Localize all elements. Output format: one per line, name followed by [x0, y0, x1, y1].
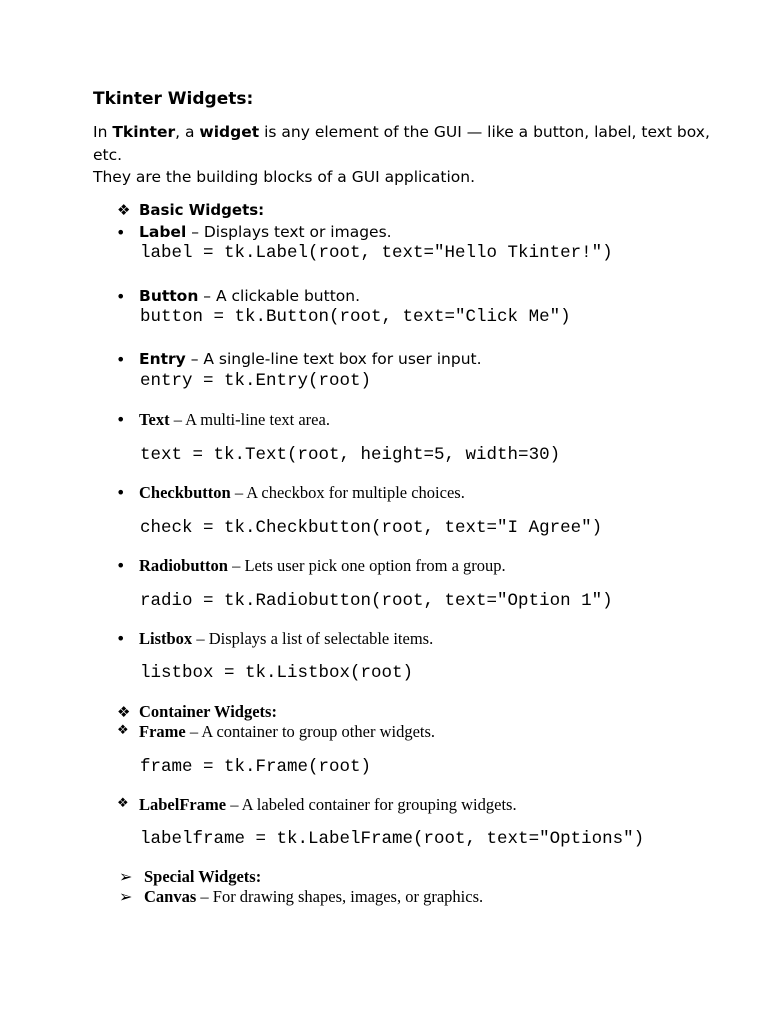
widget-item-frame [139, 722, 435, 742]
widget-name: Label [139, 223, 187, 241]
arrow-bullet-icon: ➢ [119, 887, 133, 906]
intro-text: , a [175, 123, 200, 141]
widget-description: – Displays a list of selectable items. [192, 629, 434, 648]
widget-name: LabelFrame [139, 795, 227, 814]
code-snippet-button: button = tk.Button(root, text="Click Me") [140, 307, 571, 327]
code-snippet-frame: frame = tk.Frame(root) [140, 757, 372, 777]
section-heading-special: Special Widgets: [144, 867, 262, 886]
dot-bullet-icon: • [116, 629, 126, 648]
widget-description: – A single-line text box for user input. [185, 350, 482, 368]
dot-bullet-icon: • [116, 350, 126, 369]
widget-name: Entry [139, 350, 186, 368]
intro-term-tkinter: Tkinter [112, 123, 176, 141]
dot-bullet-icon: • [116, 483, 126, 502]
widget-item-radiobutton [139, 556, 506, 576]
widget-name: Listbox [139, 629, 193, 648]
widget-description: – A labeled container for grouping widgets. [226, 795, 517, 814]
widget-item-text [139, 410, 330, 430]
widget-item-listbox [139, 629, 433, 649]
dot-bullet-icon: • [116, 556, 126, 575]
widget-item-button [139, 287, 360, 305]
intro-line-1 [93, 123, 710, 141]
code-snippet-label: label = tk.Label(root, text="Hello Tkinter!") [140, 243, 613, 263]
widget-description: – Lets user pick one option from a group. [227, 556, 506, 575]
widget-description: – For drawing shapes, images, or graphics. [196, 887, 484, 906]
dot-bullet-icon: • [116, 223, 126, 242]
widget-name: Button [139, 287, 199, 305]
intro-text: In [93, 123, 113, 141]
diamond-outline-bullet-icon: ❖ [117, 796, 129, 811]
widget-description: – A container to group other widgets. [185, 722, 436, 741]
code-snippet-radiobutton: radio = tk.Radiobutton(root, text="Option 1") [140, 591, 613, 611]
widget-description: – Displays text or images. [186, 223, 392, 241]
widget-item-entry [139, 350, 482, 368]
diamond-outline-bullet-icon: ❖ [117, 723, 129, 738]
widget-item-labelframe [139, 795, 517, 815]
widget-name: Text [139, 410, 170, 429]
intro-term-widget: widget [199, 123, 260, 141]
intro-text: is any element of the GUI — like a button, label, text box, [259, 123, 710, 141]
dot-bullet-icon: • [116, 410, 126, 429]
section-heading-container: Container Widgets: [139, 702, 277, 721]
code-snippet-text: text = tk.Text(root, height=5, width=30) [140, 445, 561, 465]
widget-item-canvas [144, 887, 483, 907]
intro-line-3: They are the building blocks of a GUI application. [93, 168, 475, 186]
widget-item-checkbutton [139, 483, 465, 503]
code-snippet-entry: entry = tk.Entry(root) [140, 371, 372, 391]
diamond-bullet-icon: ❖ [117, 703, 131, 721]
page-title: Tkinter Widgets: [93, 89, 254, 109]
arrow-bullet-icon: ➢ [119, 867, 133, 886]
code-snippet-labelframe: labelframe = tk.LabelFrame(root, text="Options") [140, 829, 645, 849]
dot-bullet-icon: • [116, 287, 126, 306]
code-snippet-listbox: listbox = tk.Listbox(root) [140, 663, 414, 683]
widget-name: Frame [139, 722, 186, 741]
widget-description: – A checkbox for multiple choices. [230, 483, 465, 502]
widget-name: Canvas [144, 887, 197, 906]
code-snippet-checkbutton: check = tk.Checkbutton(root, text="I Agree") [140, 518, 603, 538]
diamond-bullet-icon: ❖ [117, 201, 131, 219]
widget-name: Checkbutton [139, 483, 231, 502]
widget-name: Radiobutton [139, 556, 228, 575]
intro-line-2: etc. [93, 146, 123, 164]
widget-item-label [139, 223, 392, 241]
section-heading-basic: Basic Widgets: [139, 201, 265, 219]
widget-description: – A multi-line text area. [169, 410, 330, 429]
widget-description: – A clickable button. [198, 287, 361, 305]
